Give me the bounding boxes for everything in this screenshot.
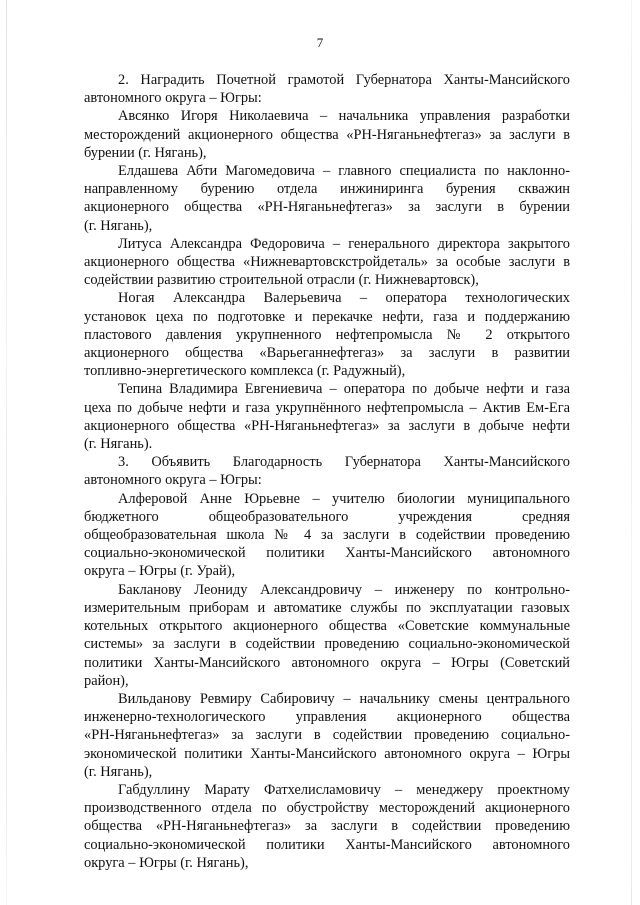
text-line: социально-экономической политики Ханты-Мансийского автономного [84, 545, 570, 562]
text-line: инженерно-технологического управления акционерного общества [84, 709, 570, 726]
page-number: 7 [316, 35, 324, 50]
text-line: топливно-энергетического комплекса (г. Радужный), [84, 363, 406, 380]
text-line: «РН-Няганьнефтегаз» за заслуги в содействии проведению социально- [84, 727, 570, 744]
text-line: автономного округа – Югры: [84, 472, 262, 489]
text-line: Ногая Александра Валерьевича – оператора технологических [118, 290, 570, 307]
text-line: экономической политики Ханты-Мансийского автономного округа – Югры [84, 745, 570, 762]
text-line: Тепина Владимира Евгениевича – оператора по добыче нефти и газа [118, 381, 570, 398]
text-line: общества «РН-Няганьнефтегаз» за заслуги в содействии проведению [84, 818, 570, 835]
text-line: (г. Нягань), [84, 763, 153, 780]
scan-edge-left [6, 0, 7, 905]
text-line: (г. Нягань). [84, 436, 153, 453]
paragraph [84, 235, 570, 290]
text-line: измерительным приборам и автоматике службы по эксплуатации газовых [84, 599, 570, 616]
text-line: (г. Нягань), [84, 217, 153, 234]
text-line: акционерного общества «РН-Няганьнефтегаз» за заслуги в добыче нефти [84, 417, 570, 434]
paragraph [84, 781, 570, 872]
text-line: район), [84, 672, 129, 689]
text-line: Вильданову Ревмиру Сабировичу – начальнику смены центрального [118, 690, 570, 707]
text-line: содействии развитию строительной отрасли (г. Нижневартовск), [84, 272, 479, 289]
text-line: акционерного общества «Варьеганнефтегаз» за заслуги в развитии [84, 345, 570, 362]
paragraph [84, 380, 570, 453]
document-body [84, 71, 570, 872]
text-line: Бакланову Леониду Александровичу – инженеру по контрольно- [118, 581, 570, 598]
text-line: бурении (г. Нягань), [84, 144, 207, 161]
text-line: политики Ханты-Мансийского автономного округа – Югры (Советский [84, 654, 570, 671]
text-line: Алферовой Анне Юрьевне – учителю биологии муниципального [118, 490, 570, 507]
paragraph [84, 581, 570, 690]
paragraph [84, 453, 570, 489]
paragraph [84, 490, 570, 581]
text-line: системы» за заслуги в содействии проведению социально-экономической [84, 636, 570, 653]
paragraph [84, 71, 570, 107]
text-line: бюджетного общеобразовательного учреждения средняя [84, 508, 570, 525]
text-line: округа – Югры (г. Нягань), [84, 854, 249, 871]
text-line: Елдашева Абти Магомедовича – главного специалиста по наклонно- [118, 163, 570, 180]
text-line: 3. Объявить Благодарность Губернатора Ханты-Мансийского [118, 454, 570, 471]
text-line: автономного округа – Югры: [84, 90, 262, 107]
text-line: пластового давления укрупненного нефтепромысла № 2 открытого [84, 326, 570, 343]
text-line: Литуса Александра Федоровича – генерального директора закрытого [118, 235, 570, 252]
scan-edge-right [631, 0, 632, 905]
text-line: месторождений акционерного общества «РН-Няганьнефтегаз» за заслуги в [84, 126, 570, 143]
paragraph [84, 289, 570, 380]
text-line: производственного отдела по обустройству месторождений акционерного [84, 800, 570, 817]
text-line: Габдуллину Марату Фатхелисламовичу – менеджеру проектному [118, 781, 570, 798]
text-line: установок цеха по подготовке и перекачке нефти, газа и поддержанию [84, 308, 570, 325]
text-line: направленному бурению отдела инжиниринга бурения скважин [84, 181, 570, 198]
text-line: общеобразовательная школа № 4 за заслуги в содействии проведению [84, 527, 570, 544]
text-line: акционерного общества «Нижневартовскстройдеталь» за особые заслуги в [84, 254, 570, 271]
paragraph [84, 162, 570, 235]
text-line: округа – Югры (г. Урай), [84, 563, 236, 580]
text-line: социально-экономической политики Ханты-Мансийского автономного [84, 836, 570, 853]
paragraph [84, 690, 570, 781]
text-line: котельных открытого акционерного общества «Советские коммунальные [84, 618, 570, 635]
paragraph [84, 107, 570, 162]
text-line: 2. Наградить Почетной грамотой Губернатора Ханты-Мансийского [118, 72, 570, 88]
text-line: акционерного общества «РН-Няганьнефтегаз» за заслуги в бурении [84, 199, 570, 216]
text-line: Авсянко Игоря Николаевича – начальника управления разработки [118, 108, 570, 125]
text-line: цеха по добыче нефти и газа укрупнённого нефтепромысла – Актив Ем-Ега [84, 399, 570, 416]
